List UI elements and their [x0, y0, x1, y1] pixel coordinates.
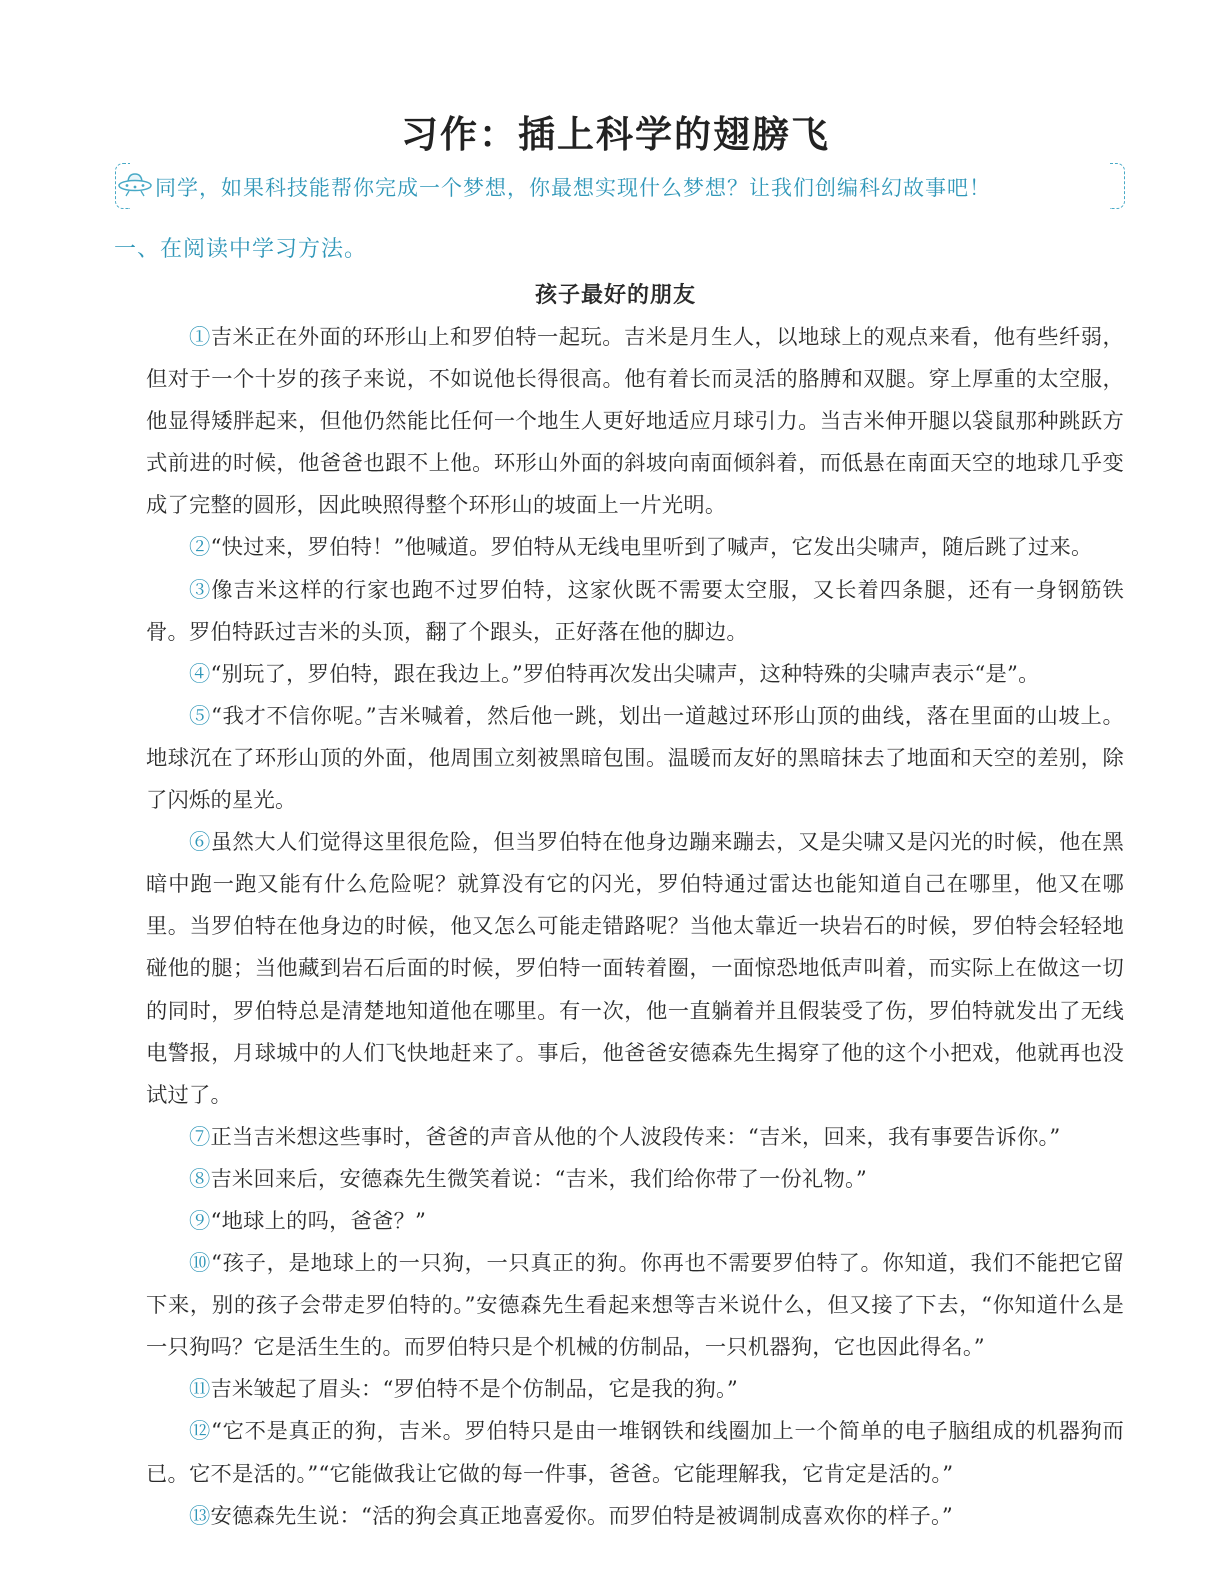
paragraph-text: 吉米皱起了眉头：“罗伯特不是个仿制品，它是我的狗。”	[210, 1377, 738, 1403]
paragraph-number: ⑨	[189, 1208, 211, 1234]
story-title: 孩子最好的朋友	[534, 283, 696, 308]
paragraph-text: 吉米正在外面的环形山上和罗伯特一起玩。吉米是月生人，以地球上的观点来看，他有些纤弱，但对于一个十岁的孩子来说，不如说他长得很高。他有着长而灵活的胳膊和双腿。穿上厚重的太空服，他显得矮胖起来，但他仍然能比任何一个地生人更好地适应月球引力。当吉米伸开腿以袋鼠那种跳跃方式前进的时候，他爸爸也跟不上他。环形山外面的斜坡向南面倾斜着，而低悬在南面天空的地球几乎变成了完整的圆形，因此映照得整个环形山的坡面上一片光明。	[146, 325, 1124, 519]
paragraph-6	[146, 822, 1124, 1117]
story-body	[146, 317, 1124, 1538]
paragraph-8	[146, 1159, 1124, 1201]
paragraph-number: ⑦	[189, 1124, 211, 1150]
paragraph-number: ⑥	[189, 830, 211, 856]
prompt-bracket-right	[1110, 163, 1125, 209]
paragraph-number: ③	[189, 577, 212, 603]
paragraph-number: ④	[189, 661, 211, 687]
paragraph-2	[146, 527, 1124, 569]
paragraph-text: “它不是真正的狗，吉米。罗伯特只是由一堆钢铁和线圈加上一个简单的电子脑组成的机器狗而已。它不是活的。”“它能做我让它做的每一件事，爸爸。它能理解我，它肯定是活的。”	[146, 1419, 1124, 1487]
paragraph-text: 像吉米这样的行家也跑不过罗伯特，这家伙既不需要太空服，又长着四条腿，还有一身钢筋铁骨。罗伯特跃过吉米的头顶，翻了个跟头，正好落在他的脚边。	[146, 577, 1124, 645]
paragraph-text: “别玩了，罗伯特，跟在我边上。”罗伯特再次发出尖啸声，这种特殊的尖啸声表示“是”。	[210, 661, 1040, 687]
paragraph-text: 正当吉米想这些事时，爸爸的声音从他的个人波段传来：“吉米，回来，我有事要告诉你。”	[210, 1124, 1061, 1150]
paragraph-5	[146, 696, 1124, 822]
prompt-text: 同学，如果科技能帮你完成一个梦想，你最想实现什么梦想？让我们创编科幻故事吧！	[155, 176, 991, 200]
paragraph-text: “孩子，是地球上的一只狗，一只真正的狗。你再也不需要罗伯特了。你知道，我们不能把它留下来，别的孩子会带走罗伯特的。”安德森先生看起来想等吉米说什么，但又接了下去，“你知道什么是一只狗吗？它是活生生的。而罗伯特只是个机械的仿制品，一只机器狗，它也因此得名。”	[146, 1251, 1124, 1361]
ufo-icon	[117, 169, 153, 199]
paragraph-number: ②	[189, 535, 211, 561]
paragraph-10	[146, 1243, 1124, 1369]
paragraph-1	[146, 317, 1124, 527]
paragraph-number: ⑩	[189, 1251, 211, 1277]
paragraph-number: ⑫	[189, 1419, 211, 1445]
paragraph-number: ①	[189, 325, 211, 350]
paragraph-number: ⑤	[189, 703, 211, 729]
paragraph-number: ⑪	[189, 1377, 211, 1403]
paragraph-text: “快过来，罗伯特！”他喊道。罗伯特从无线电里听到了喊声，它发出尖啸声，随后跳了过来。	[210, 535, 1093, 561]
section-heading: 一、在阅读中学习方法。	[114, 237, 368, 262]
paragraph-12	[146, 1411, 1124, 1495]
paragraph-number: ⑧	[189, 1166, 211, 1192]
paragraph-13	[146, 1496, 1124, 1538]
paragraph-text: “我才不信你呢。”吉米喊着，然后他一跳，划出一道越过环形山顶的曲线，落在里面的山坡上。地球沉在了环形山顶的外面，他周围立刻被黑暗包围。温暖而友好的黑暗抹去了地面和天空的差别，除了闪烁的星光。	[146, 703, 1125, 814]
paragraph-9	[146, 1201, 1124, 1243]
paragraph-3	[146, 570, 1124, 654]
paragraph-11	[146, 1369, 1124, 1411]
paragraph-text: 吉米回来后，安德森先生微笑着说：“吉米，我们给你带了一份礼物。”	[210, 1166, 867, 1192]
paragraph-text: 安德森先生说：“活的狗会真正地喜爱你。而罗伯特是被调制成喜欢你的样子。”	[210, 1503, 953, 1529]
prompt-box	[115, 163, 1125, 209]
paragraph-4	[146, 654, 1124, 696]
paragraph-text: “地球上的吗，爸爸？”	[210, 1208, 427, 1234]
page-title: 习作：插上科学的翅膀飞	[401, 113, 830, 156]
paragraph-number: ⑬	[189, 1503, 211, 1529]
paragraph-text: 虽然大人们觉得这里很危险，但当罗伯特在他身边蹦来蹦去，又是尖啸又是闪光的时候，他在黑暗中跑一跑又能有什么危险呢？就算没有它的闪光，罗伯特通过雷达也能知道自己在哪里，他又在哪里。当罗伯特在他身边的时候，他又怎么可能走错路呢？当他太靠近一块岩石的时候，罗伯特会轻轻地碰他的腿；当他藏到岩石后面的时候，罗伯特一面转着圈，一面惊恐地低声叫着，而实际上在做这一切的同时，罗伯特总是清楚地知道他在哪里。有一次，他一直躺着并且假装受了伤，罗伯特就发出了无线电警报，月球城中的人们飞快地赶来了。事后，他爸爸安德森先生揭穿了他的这个小把戏，他就再也没试过了。	[146, 830, 1124, 1108]
paragraph-7	[146, 1117, 1124, 1159]
